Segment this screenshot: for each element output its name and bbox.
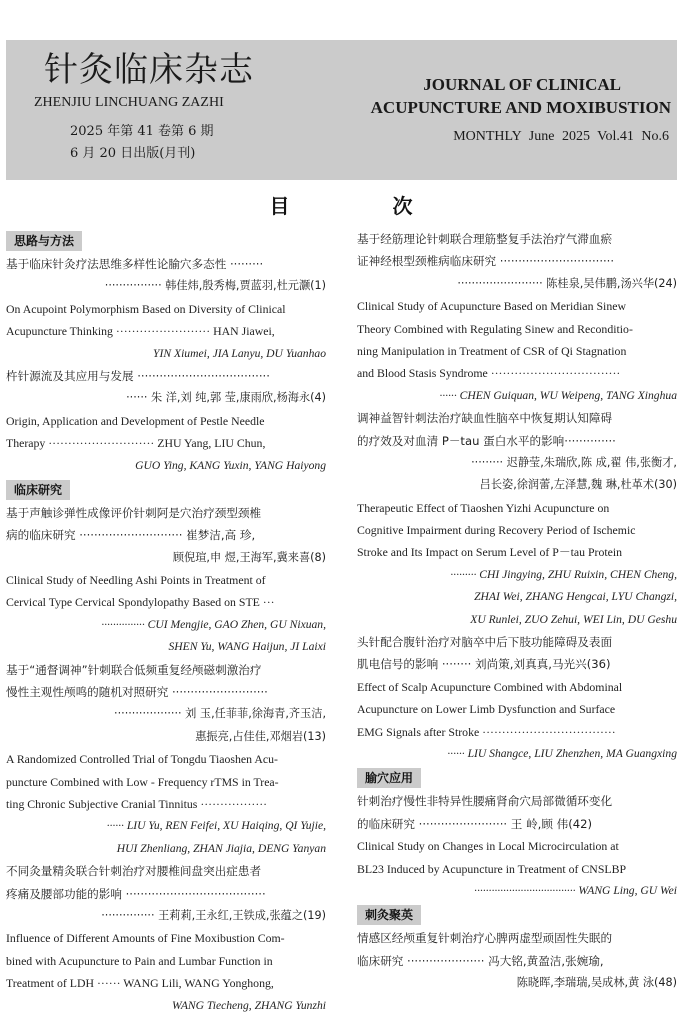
table-of-contents-title: 目 次 <box>269 194 461 218</box>
toc-right-column <box>357 228 677 995</box>
section-heading: 思路与方法 <box>6 231 82 251</box>
authors-cn-line: ················ 韩佳炜,殷秀梅,贾蓝羽,杜元灏(1) <box>104 279 326 293</box>
journal-english-title-line2: ACUPUNCTURE AND MOXIBUSTION <box>370 98 671 117</box>
authors-en-line: ··································· WANG Ling, GU Wei <box>474 883 677 897</box>
journal-pinyin-title: ZHENJIU LINCHUANG ZAZHI <box>34 95 224 110</box>
journal-chinese-title: 针灸临床杂志 <box>44 50 254 90</box>
section-heading-row <box>6 477 326 502</box>
article-title-en-line: Therapeutic Effect of Tiaoshen Yizhi Acupuncture on <box>357 500 610 515</box>
article-title-en-line: and Blood Stasis Syndrome ································· <box>357 366 621 381</box>
article-title-en-line: bined with Acupuncture to Pain and Lumbar Function in <box>6 953 273 968</box>
authors-cn-line: ··············· 王莉莉,王永红,王铁成,张蕴之(19) <box>101 908 326 922</box>
journal-header <box>6 40 677 180</box>
section-heading: 腧穴应用 <box>357 768 421 788</box>
article-title-cn-line: 基于“通督调神”针刺联合低频重复经颅磁刺激治疗 <box>6 662 262 677</box>
article-title-en-line: Influence of Different Amounts of Fine Moxibustion Com- <box>6 931 285 946</box>
authors-en-line: ··············· CUI Mengjie, GAO Zhen, GU Nixuan, <box>101 617 326 631</box>
article-title-en-line: Acupuncture Thinking ························ HAN Jiawei, <box>6 324 275 339</box>
authors-cn-line: 吕长姿,徐润蕾,左泽慧,魏 琳,杜革术(30) <box>479 478 677 492</box>
authors-en-line: XU Runlei, ZUO Zehui, WEI Lin, DU Geshu <box>470 612 677 626</box>
article-title-cn-line: 杵针源流及其应用与发展 ···································· <box>6 368 270 383</box>
article-title-en-line: puncture Combined with Low - Frequency rTMS in Trea- <box>6 774 279 789</box>
section-heading: 刺灸聚英 <box>357 905 421 925</box>
issue-volume-info: 2025 年第 41 卷第 6 期 <box>70 124 214 139</box>
article-title-cn-line: 的疗效及对血清 P－tau 蛋白水平的影响·············· <box>357 433 616 448</box>
article-title-cn-line: 针刺治疗慢性非特异性腰痛肾俞穴局部微循环变化 <box>357 794 613 809</box>
article-title-cn-line: 证神经根型颈椎病临床研究 ······························· <box>357 254 615 269</box>
section-heading-row <box>357 765 677 790</box>
article-title-cn-line: 头针配合腹针治疗对脑卒中后下肢功能障碍及表面 <box>357 635 613 650</box>
section-heading: 临床研究 <box>6 480 70 500</box>
journal-english-title-line1: JOURNAL OF CLINICAL <box>423 75 621 94</box>
article-title-cn-line: 临床研究 ····················· 冯大铭,黄盈洁,张婉瑜, <box>357 953 604 968</box>
article-title-cn-line: 肌电信号的影响 ········ 刘尚策,刘真真,马光兴(36) <box>357 657 611 672</box>
article-title-en-line: Theory Combined with Regulating Sinew and Reconditio- <box>357 321 633 336</box>
authors-cn-line: 顾倪瑄,申 煜,王海军,冀来喜(8) <box>172 550 326 564</box>
article-title-en-line: Clinical Study on Changes in Local Microcirculation at <box>357 839 619 854</box>
authors-en-line: SHEN Yu, WANG Haijun, JI Laixi <box>168 640 326 654</box>
article-title-cn-line: 基于声触诊弹性成像评价针刺阿是穴治疗颈型颈椎 <box>6 505 262 520</box>
authors-cn-line: 陈晓晖,李瑞瑞,吴成林,黄 泳(48) <box>516 976 677 990</box>
authors-cn-line: 惠振亮,占佳佳,邓烟岩(13) <box>195 729 326 743</box>
authors-en-line: ········· CHI Jingying, ZHU Ruixin, CHEN Cheng, <box>450 567 677 581</box>
issue-english-info: MONTHLY June 2025 Vol.41 No.6 <box>453 129 669 144</box>
authors-en-line: ······ LIU Shangce, LIU Zhenzhen, MA Guangxing <box>447 746 677 760</box>
article-title-cn-line: 调神益智针刺法治疗缺血性脑卒中恢复期认知障碍 <box>357 411 613 426</box>
article-title-en-line: Origin, Application and Development of Pestle Needle <box>6 413 265 428</box>
article-title-en-line: Clinical Study of Needling Ashi Points in Treatment of <box>6 573 266 588</box>
article-title-en-line: BL23 Induced by Acupuncture in Treatment of CNSLBP <box>357 861 627 876</box>
article-title-en-line: Treatment of LDH ······ WANG Lili, WANG Yonghong, <box>6 976 274 991</box>
authors-cn-line: ························ 陈桂泉,吴伟鹏,汤兴华(24) <box>457 276 677 290</box>
article-title-en-line: Stroke and Its Impact on Serum Level of P－tau Protein <box>357 545 623 560</box>
article-title-en-line: Effect of Scalp Acupuncture Combined with Abdominal <box>357 679 623 694</box>
article-title-en-line: A Randomized Controlled Trial of Tongdu Tiaoshen Acu- <box>6 752 278 767</box>
authors-en-line: YIN Xiumei, JIA Lanyu, DU Yuanhao <box>153 346 326 360</box>
article-title-cn-line: 基于临床针灸疗法思维多样性论腧穴多态性 ········· <box>6 257 264 271</box>
article-title-en-line: ting Chronic Subjective Cranial Tinnitus ················· <box>6 796 268 811</box>
article-title-cn-line: 基于经筋理论针刺联合理筋整复手法治疗气滞血瘀 <box>357 232 613 246</box>
section-heading-row <box>6 228 326 253</box>
article-title-cn-line: 病的临床研究 ···························· 崔梦洁,高 珍, <box>6 528 256 543</box>
authors-en-line: WANG Tiecheng, ZHANG Yunzhi <box>171 998 326 1012</box>
article-title-cn-line: 不同灸量精灸联合针刺治疗对腰椎间盘突出症患者 <box>6 864 262 879</box>
article-title-cn-line: 的临床研究 ························ 王 岭,顾 伟(42) <box>357 816 593 831</box>
article-title-cn-line: 慢性主观性颅鸣的随机对照研究 ·························· <box>6 685 268 700</box>
authors-en-line: ZHAI Wei, ZHANG Hengcai, LYU Changzi, <box>474 590 677 604</box>
article-title-en-line: Cognitive Impairment during Recovery Period of Ischemic <box>357 523 636 538</box>
article-title-en-line: EMG Signals after Stroke ·································· <box>357 724 616 739</box>
article-title-en-line: Therapy ··························· ZHU Yang, LIU Chun, <box>6 436 266 451</box>
authors-en-line: HUI Zhenliang, ZHAN Jiajia, DENG Yanyan <box>116 841 326 855</box>
authors-en-line: GUO Ying, KANG Yuxin, YANG Haiyong <box>135 458 326 472</box>
article-title-en-line: Acupuncture on Lower Limb Dysfunction and Surface <box>357 702 616 717</box>
authors-en-line: ······ LIU Yu, REN Feifei, XU Haiqing, QI Yujie, <box>106 819 326 833</box>
article-title-en-line: ning Manipulation in Treatment of CSR of Qi Stagnation <box>357 343 627 358</box>
authors-cn-line: ········· 迟静莹,朱瑞欣,陈 成,翟 伟,张衡才, <box>471 455 677 469</box>
article-title-en-line: Clinical Study of Acupuncture Based on Meridian Sinew <box>357 299 626 314</box>
article-title-en-line: On Acupoint Polymorphism Based on Diversity of Clinical <box>6 301 286 316</box>
article-title-cn-line: 情感区经颅重复针刺治疗心脾两虚型顽固性失眠的 <box>357 931 613 946</box>
article-title-cn-line: 疼痛及腰部功能的影响 ······································ <box>6 886 266 901</box>
authors-en-line: ······ CHEN Guiquan, WU Weipeng, TANG Xinghua <box>439 388 677 402</box>
toc-left-column <box>6 228 326 1017</box>
section-heading-row <box>357 902 677 927</box>
authors-cn-line: ··················· 刘 玉,任菲菲,徐海青,齐玉洁, <box>114 707 326 721</box>
issue-publish-date: 6 月 20 日出版(月刊) <box>70 146 196 161</box>
authors-cn-line: ······ 朱 洋,刘 纯,郭 莹,康雨欣,杨海永(4) <box>126 391 326 405</box>
article-title-en-line: Cervical Type Cervical Spondylopathy Based on STE ··· <box>6 595 275 610</box>
